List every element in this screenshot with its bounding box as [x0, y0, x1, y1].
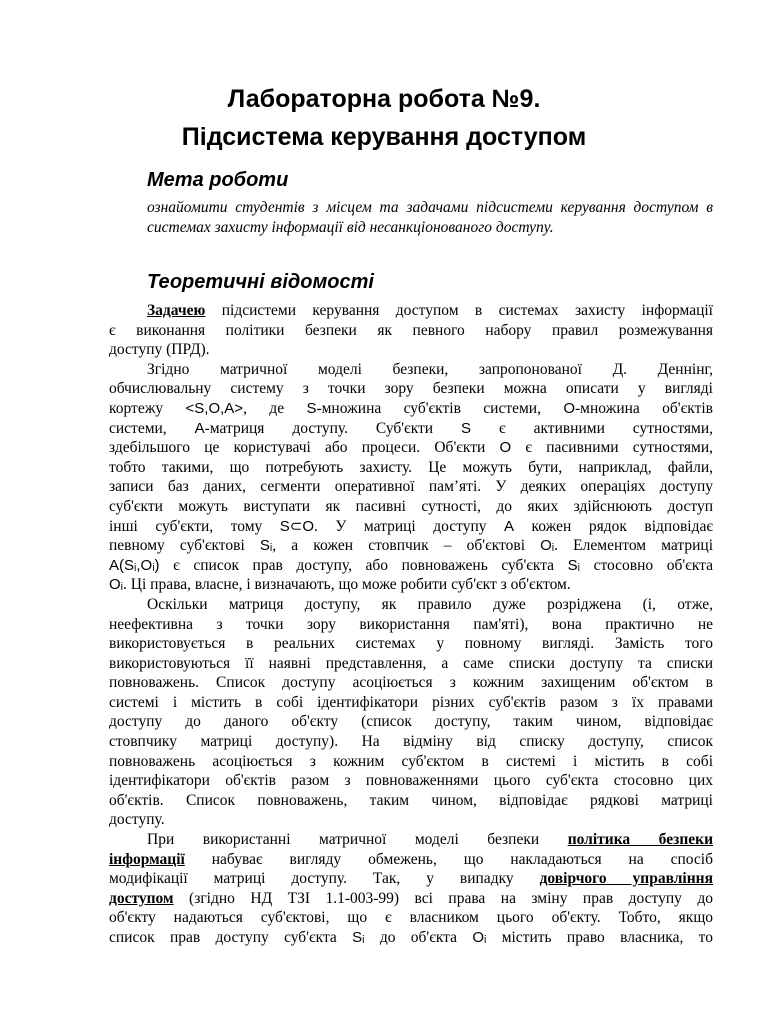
term-discretionary: довірчого управління	[539, 870, 713, 888]
paragraph-line: доступом (згідно НД ТЗІ 1.1-003-99) всі права на зміну прав доступу до	[109, 889, 713, 907]
paragraph-line: При використанні матричної моделі безпеки політика безпеки	[147, 831, 713, 849]
term-access-control: доступом	[109, 889, 174, 907]
paragraph-line: об'єктів. Список повноважень, таким чином, відповідає рядкові матриці	[109, 791, 713, 809]
paragraph-line: записи баз даних, сегменти оперативної пам’яті. У деяких операціях доступу	[109, 478, 713, 496]
paragraph-line: модифікації матриці доступу. Так, у випадку довірчого управління	[109, 870, 713, 888]
goal-heading: Мета роботи	[147, 169, 289, 191]
paragraph-line: об'єкту надаються суб'єктові, що є власником цього об'єкту. Тобто, якщо	[109, 909, 713, 927]
paragraph-line: інші суб'єкти, тому S⊂O. У матриці доступу A кожен рядок відповідає	[109, 517, 713, 535]
paragraph-line: системи, A-матриця доступу. Суб'єкти S є активними сутностями,	[109, 419, 713, 437]
term-information: інформації	[109, 850, 185, 868]
paragraph-line: здебільшого це користувачі або процеси. Об'єкти O є пасивними сутностями,	[109, 439, 713, 457]
paragraph-line: повноважень. Список доступу асоціюється з кожним захищеним об'єктом в	[109, 674, 713, 692]
paragraph-line: A(Sᵢ,Oᵢ) є список прав доступу, або повноважень суб'єкта Sᵢ стосовно об'єкта	[109, 556, 713, 574]
term-security-policy: політика безпеки	[567, 831, 713, 849]
theory-heading: Теоретичні відомості	[147, 271, 374, 293]
paragraph-line: Згідно матричної моделі безпеки, запропонованої Д. Деннінг,	[147, 360, 713, 378]
paragraph-line: стовпчику матриці доступу). На відміну від списку доступу, список	[109, 733, 713, 751]
paragraph-line: використовуються її наявні представлення, а саме списки доступу та списки	[109, 654, 713, 672]
term-zadacheyu: Задачею	[147, 302, 206, 319]
paragraph-line: тобто такими, що потребують захисту. Це можуть бути, наприклад, файли,	[109, 458, 713, 476]
paragraph-line: Oᵢ. Ці права, власне, і визначають, що може робити суб'єкт з об'єктом.	[109, 576, 571, 594]
paragraph-line: Задачею підсистеми керування доступом в системах захисту інформації	[147, 302, 713, 319]
paragraph-line: доступу до даного об'єкту (список доступу, таким чином, відповідає	[109, 713, 713, 731]
paragraph-line: доступу (ПРД).	[109, 341, 210, 359]
paragraph-line: ідентифікатори об'єктів разом з повноваженнями цього суб'єкта стосовно цих	[109, 772, 713, 790]
paragraph-line: суб'єкти можуть виступати як пасивні сутності, до яких здійснюють доступ	[109, 497, 713, 515]
theory-body	[109, 301, 713, 948]
paragraph-line: список прав доступу суб'єкта Sᵢ до об'єкта Oᵢ містить право власника, то	[109, 929, 713, 946]
paragraph-line: певному суб'єктові Sᵢ, а кожен стовпчик – об'єктові Oᵢ. Елементом матриці	[109, 537, 713, 555]
paragraph-line: системі і містить в собі ідентифікатори різних суб'єктів разом з їх правами	[109, 693, 713, 711]
paragraph-line: повноважень асоціюється з кожним суб'єктом в системі і містить в собі	[109, 752, 713, 770]
goal-text: ознайомити студентів з місцем та задачами підсистеми керування доступом в системах захисту інформації від несанкціонованого доступу.	[147, 199, 713, 236]
paragraph-line: доступу.	[109, 811, 165, 829]
paragraph-line: використовується в реальних системах у повному вигляді. Замість того	[109, 635, 713, 653]
document-subtitle: Підсистема керування доступом	[181, 123, 587, 151]
paragraph-line: кортежу <S,O,A>, де S-множина суб'єктів системи, O-множина об'єктів	[109, 399, 713, 417]
paragraph-line: є виконання політики безпеки як певного набору правил розмежування	[109, 321, 713, 339]
document-title: Лабораторна робота №9.	[227, 85, 541, 113]
paragraph-line: Оскільки матриця доступу, як правило дуже розріджена (і, отже,	[147, 595, 713, 613]
paragraph-line: інформації набуває вигляду обмежень, що накладаються на спосіб	[109, 850, 713, 868]
paragraph-line: обчислювальну систему з точки зору безпеки можна описати у вигляді	[109, 380, 713, 398]
paragraph-line: неефективна з точки зору використання пам'яті), вона практично не	[109, 615, 713, 633]
